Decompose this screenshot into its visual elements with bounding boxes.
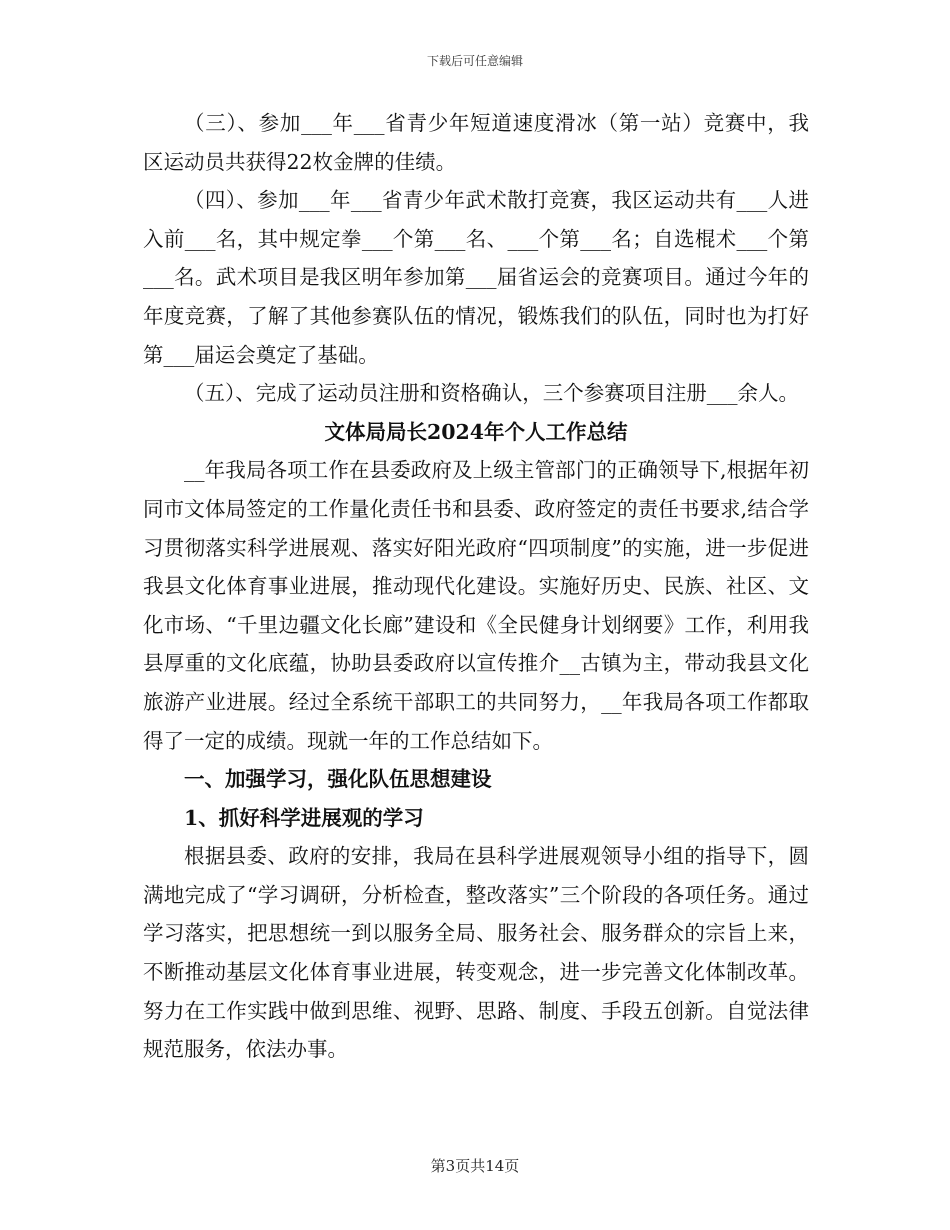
page-number: 第3页共14页 <box>430 1157 520 1175</box>
subsection-heading-1: 1、抓好科学进展观的学习 <box>184 805 424 830</box>
paragraph-4: （四）、参加___年___省青少年武术散打竞赛，我区运动共有___人进入前___名，其中规定拳___个第___名、___个第___名；自选棍术___个第___名。武术项目是我区明年参加第___届省运会的竞赛项目。通过今年的年度竞赛，了解了其他参赛队伍的情况，锻炼我们的队伍，同时也为打好第___届运会奠定了基础。 <box>143 188 809 367</box>
document-body <box>143 104 809 1069</box>
paragraph-3: （三）、参加___年___省青少年短道速度滑冰（第一站）竞赛中，我区运动员共获得22枚金牌的佳绩。 <box>143 111 809 174</box>
paragraph-5: （五）、完成了运动员注册和资格确认，三个参赛项目注册___余人。 <box>184 381 799 406</box>
intro-paragraph: __年我局各项工作在县委政府及上级主管部门的正确领导下,根据年初同市文体局签定的工作量化责任书和县委、政府签定的责任书要求,结合学习贯彻落实科学进展观、落实好阳光政府“四项制度”的实施，进一步促进我县文化体育事业进展，推动现代化建设。实施好历史、民族、社区、文化市场、“千里边疆文化长廊”建设和《全民健身计划纲要》工作，利用我县厚重的文化底蕴，协助县委政府以宣传推介__古镇为主，带动我县文化旅游产业进展。经过全系统干部职工的共同努力，__年我局各项工作都取得了一定的成绩。现就一年的工作总结如下。 <box>143 458 809 753</box>
section-heading-1: 一、加强学习，强化队伍思想建设 <box>184 767 492 792</box>
subsection-paragraph-1: 根据县委、政府的安排，我局在县科学进展观领导小组的指导下，圆满地完成了“学习调研，分析检查，整改落实”三个阶段的各项任务。通过学习落实，把思想统一到以服务全局、服务社会、服务群众的宗旨上来，不断推动基层文化体育事业进展，转变观念，进一步完善文化体制改革。努力在工作实践中做到思维、视野、思路、制度、手段五创新。自觉法律规范服务，依法办事。 <box>143 844 809 1062</box>
document-title: 文体局局长2024年个人工作总结 <box>324 419 628 444</box>
page-header: 下载后可任意编辑 <box>426 54 523 68</box>
